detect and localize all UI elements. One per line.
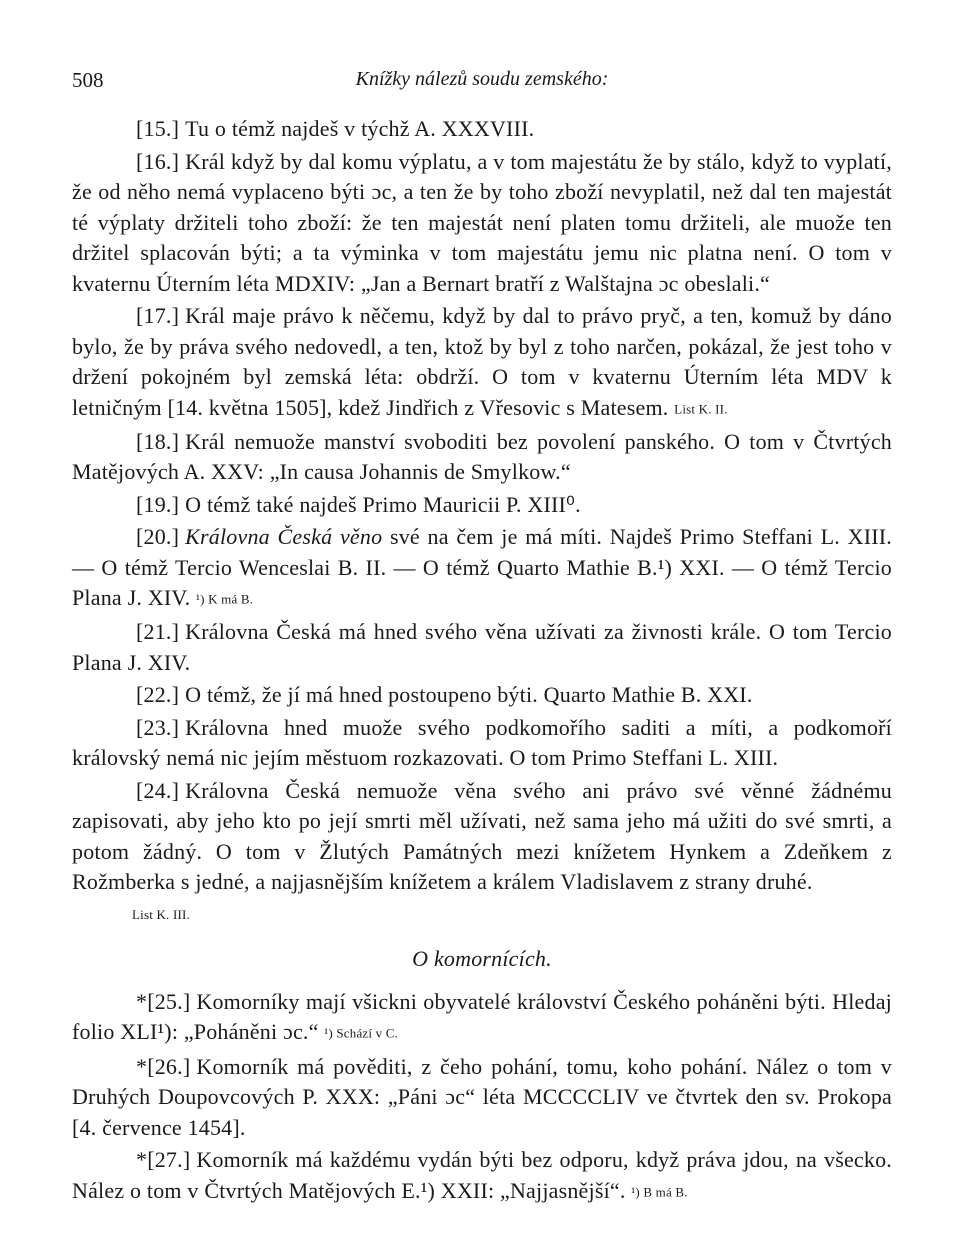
paragraph-26: *[26.] Komorník má pověditi, z čeho pohání, tomu, koho pohání. Nález o tom v Druhých Doupovcových P. XXX: „Páni ɔc“ léta MCCCCLIV ve čtvrtek den sv. Prokopa [4. července 1454]. [72, 1053, 892, 1140]
paragraph-21: [21.] Královna Česká má hned svého věna užívati za živnosti krále. O tom Tercio Plana J. XIV. [72, 619, 892, 675]
paragraph-23: [23.] Královna hned muože svého podkomořího saditi a míti, a podkomoří královský nemá nic jejím městuom rozkazovati. O tom Primo Steffani L. XIII. [72, 714, 892, 771]
list-note-k2: List K. II. [674, 401, 728, 417]
section-title: O komornících. [412, 946, 552, 972]
page-number: 508 [72, 68, 104, 92]
paragraph-17: [17.] Král maje právo k něčemu, když by dal to právo pryč, a ten, komuž by dáno bylo, že by práva svého nedovedl, a ten, ktož by byl z toho narčen, pokázal, že jest toho v držení pokojném byl zemská léta: obdrží. O tom v kvaternu Úterním léta MDV k letničným [14. května 1505], kdež Jindřich z Vřesovic s Matesem. List K. II. [72, 303, 892, 420]
page-body [72, 114, 892, 1210]
paragraph-24: [24.] Královna Česká nemuože věna svého ani právo své věnné žádnému zapisovati, aby jeho kto po její smrti měl užívati, než sama jeho má užiti do své smrti, a potom žádný. O tom v Žlutých Památných mezi knížetem Hynkem a Zdeňkem z Rožmberka s jedné, a najjasnějším knížetem a králem Vladislavem z strany druhé. [72, 777, 892, 895]
paragraph-18: [18.] Král nemuože manství svoboditi bez povolení panského. O tom v Čtvrtých Matějových A. XXV: „In causa Johannis de Smylkow.“ [72, 428, 892, 485]
list-note-k3: List K. III. [132, 906, 190, 922]
running-title: Knížky nálezů soudu zemského: [355, 68, 609, 90]
page-header [72, 68, 892, 98]
footnote-k-ma-b: ¹) K má B. [196, 591, 254, 607]
paragraph-19: [19.] O témž také najdeš Primo Mauricii P. XIII⁰. [136, 491, 581, 517]
paragraph-22: [22.] O témž, že jí má hned postoupeno býti. Quarto Mathie B. XXI. [136, 682, 753, 708]
paragraph-27: *[27.] Komorník má každému vydán býti bez odporu, když práva jdou, na všecko. Nález o tom v Čtvrtých Matějových E.¹) XXII: „Najjasnější“. ¹) B má B. [72, 1147, 892, 1203]
footnote-b-ma-b: ¹) B má B. [631, 1184, 688, 1200]
footnote-schazi-v-c: ¹) Schází v C. [324, 1026, 399, 1042]
paragraph-20: [20.] Královna Česká věno své na čem je má míti. Najdeš Primo Steffani L. XIII. — O témž Tercio Wenceslai B. II. — O témž Quarto Mathie B.¹) XXI. — O témž Tercio Plana J. XIV. ¹) K má B. [72, 524, 892, 611]
paragraph-15: [15.] Tu o témž najdeš v týchž A. XXXVIII. [136, 116, 535, 141]
paragraph-16: [16.] Král když by dal komu výplatu, a v tom majestátu že by stálo, když to vyplatí, že od něho nemá vyplaceno býti ɔc, a ten že by toho zboží nevyplatil, než dal ten majestát té výplaty držiteli toho zboží: že ten majestát není platen tomu držiteli, ale muože ten držitel splacován býti; a ta výminka v tom majestátu jemu nic platna není. O tom v kvaternu Úterním léta MDXIV: „Jan a Bernart bratří z Walštajna ɔc obeslali.“ [72, 148, 892, 296]
paragraph-25: *[25.] Komorníky mají všickni obyvatelé království Českého poháněni býti. Hledaj folio XLI¹): „Poháněni ɔc.“ ¹) Schází v C. [72, 988, 892, 1045]
